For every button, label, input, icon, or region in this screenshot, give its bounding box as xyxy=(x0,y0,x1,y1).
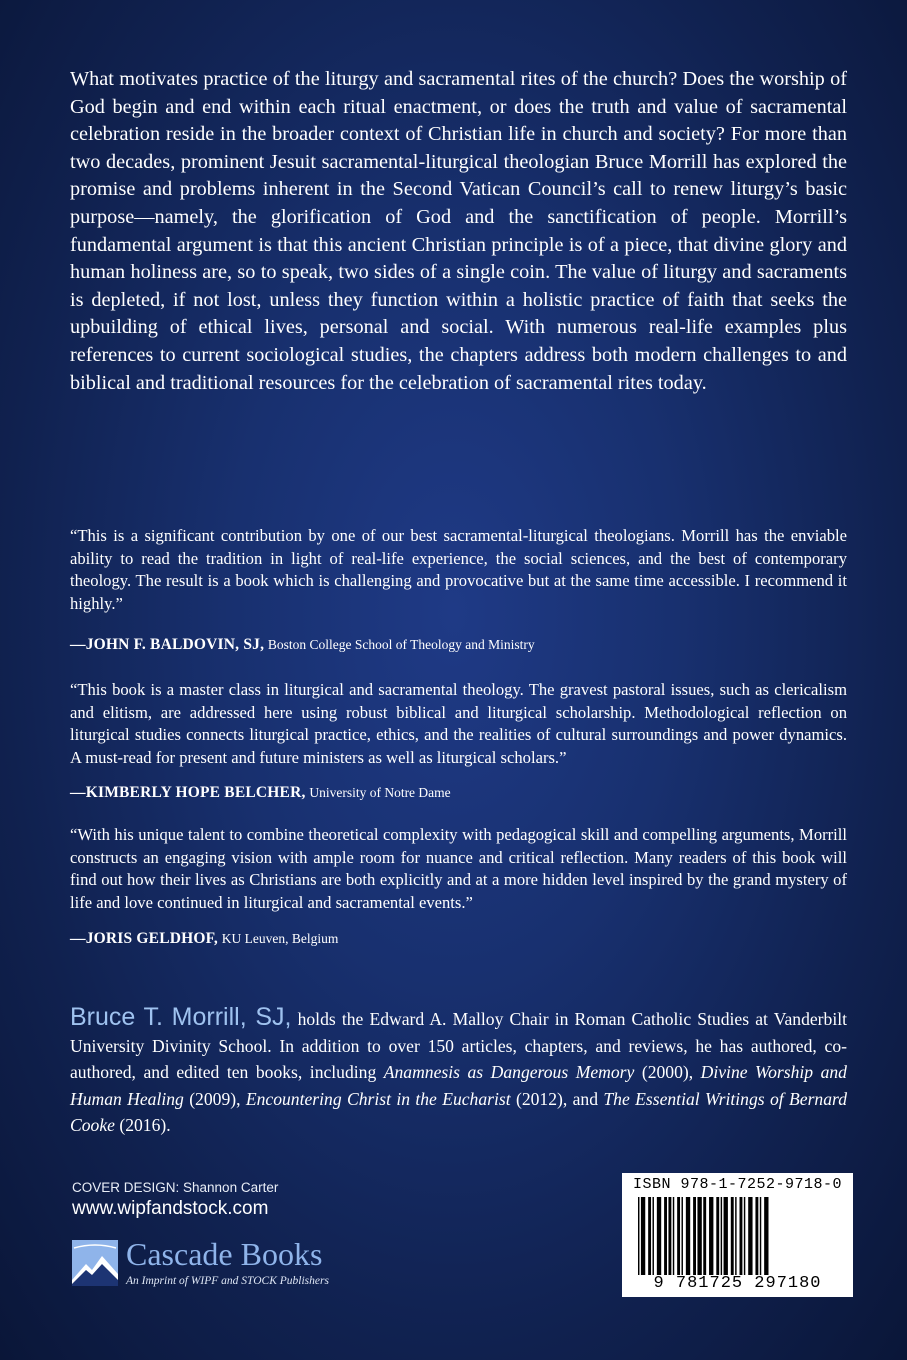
bio-text-4: (2012), and xyxy=(510,1088,604,1109)
endorser-name-2: —KIMBERLY HOPE BELCHER, xyxy=(70,784,306,801)
book-title-4: The Essential Writings of Bernard Cooke xyxy=(70,1088,847,1135)
barcode-bar xyxy=(638,1197,639,1275)
author-bio xyxy=(70,1004,847,1139)
isbn-barcode xyxy=(622,1173,853,1297)
barcode-bar xyxy=(744,1197,745,1275)
barcode-bar xyxy=(716,1197,719,1275)
barcode-bar xyxy=(648,1197,651,1275)
barcode-bar xyxy=(697,1197,701,1275)
barcode-bar xyxy=(664,1197,667,1275)
publisher-tagline: An Imprint of WIPF and STOCK Publishers xyxy=(126,1275,329,1287)
endorsement-attribution-2 xyxy=(70,784,451,802)
book-title-2: Divine Worship and Human Healing xyxy=(70,1062,847,1109)
endorsement-quote-1: “This is a significant contribution by one of our best sacramental-liturgical theologians. Morrill has the enviable ability to read the tradition in light of real-life experience, the social sciences, and the best of contemporary theology. The result is a book which is challenging and provocative but at the same time accessible. I recommend it highly.” xyxy=(70,526,847,613)
barcode-bar xyxy=(740,1197,743,1275)
endorser-affiliation-1: Boston College School of Theology and Ministry xyxy=(267,637,535,652)
author-name: Bruce T. Morrill, SJ, xyxy=(70,1003,292,1031)
bio-text-3: (2009), xyxy=(183,1088,246,1109)
barcode-bar xyxy=(724,1197,728,1275)
endorser-affiliation-3: KU Leuven, Belgium xyxy=(221,931,339,946)
barcode-bar xyxy=(686,1197,690,1275)
barcode-digits: 9 781725 297180 xyxy=(653,1274,822,1293)
barcode-bar xyxy=(703,1197,706,1275)
barcode-bar xyxy=(693,1197,696,1275)
endorsement-quote-2: “This book is a master class in liturgical and sacramental theology. The gravest pastoral issues, such as clericalism and elitism, are addressed here using robust biblical and liturgical scholarship. Methodological reflection on liturgical studies connects liturgical practice, ethics, and the realities of cultural surroundings and power dynamics. A must-read for present and future ministers as well as liturgical scholars.” xyxy=(70,680,847,767)
barcode-bar xyxy=(657,1197,661,1275)
barcode-bar xyxy=(641,1197,645,1275)
barcode-bar xyxy=(709,1197,713,1275)
endorsement-attribution-3 xyxy=(70,930,338,948)
book-description: What motivates practice of the liturgy and sacramental rites of the church? Does the worship of God begin and end within each ritual enactment, or does the truth and value of sacramental celebration reside in the broader context of Christian life in church and society? For more than two decades, prominent Jesuit sacramental-liturgical theologian Bruce Morrill has explored the promise and problems inherent in the Second Vatican Council’s call to renew liturgy’s basic purpose—namely, the glorification of God and the sanctification of people. Morrill’s fundamental argument is that this ancient Christian principle is of a piece, that divine glory and human holiness are, so to speak, two sides of a single coin. The value of liturgy and sacraments is depleted, if not lost, unless they function within a holistic practice of faith that seeks the upbuilding of ethical lives, personal and social. With numerous real-life examples plus references to current sociological studies, the chapters address both modern challenges to and biblical and traditional resources for the celebration of sacramental rites today. xyxy=(70,68,847,394)
publisher-logo xyxy=(72,1238,402,1298)
barcode-bar xyxy=(653,1197,654,1275)
barcode-bars xyxy=(636,1197,844,1275)
endorsement-quote-3: “With his unique talent to combine theoretical complexity with pedagogical skill and compelling arguments, Morrill constructs an engaging vision with ample room for nuance and critical reflection. Many readers of this book will find out how their lives as Christians are both explicitly and at a more hidden level inspired by the grand mystery of life and love continued in liturgical and sacramental events.” xyxy=(70,825,847,912)
endorsement-attribution-1 xyxy=(70,636,535,654)
endorser-name-1: —JOHN F. BALDOVIN, SJ, xyxy=(70,636,265,653)
barcode-bar xyxy=(748,1197,752,1275)
mountain-logo-icon xyxy=(72,1240,118,1286)
endorser-affiliation-2: University of Notre Dame xyxy=(309,785,451,800)
bio-text-2: (2000), xyxy=(634,1062,701,1082)
barcode-bar xyxy=(735,1197,736,1275)
barcode-bar xyxy=(755,1197,758,1275)
barcode-bar xyxy=(668,1197,671,1275)
barcode-bar xyxy=(760,1197,761,1275)
publisher-name: Cascade Books xyxy=(126,1236,323,1272)
cover-design-credit: COVER DESIGN: Shannon Carter xyxy=(72,1180,279,1195)
book-title-1: Anamnesis as Dangerous Memory xyxy=(383,1062,635,1082)
barcode-bar xyxy=(677,1197,680,1275)
bio-text-1: holds the Edward A. Malloy Chair in Roman Catholic Studies at Vanderbilt University Divinity School. In addition to over 150 articles, chapters, and reviews, he has authored, co-authored, and edited ten books, including xyxy=(70,1009,847,1082)
barcode-bar xyxy=(721,1197,722,1275)
barcode-bar xyxy=(682,1197,683,1275)
bio-text-5: (2016). xyxy=(114,1115,171,1135)
barcode-bar xyxy=(731,1197,734,1275)
publisher-website: www.wipfandstock.com xyxy=(72,1198,269,1219)
barcode-bar xyxy=(673,1197,674,1275)
endorser-name-3: —JORIS GELDHOF, xyxy=(70,930,218,947)
isbn-label: ISBN 978-1-7252-9718-0 xyxy=(632,1176,843,1193)
barcode-bar xyxy=(764,1197,768,1275)
book-title-3: Encountering Christ in the Eucharist xyxy=(245,1088,511,1109)
